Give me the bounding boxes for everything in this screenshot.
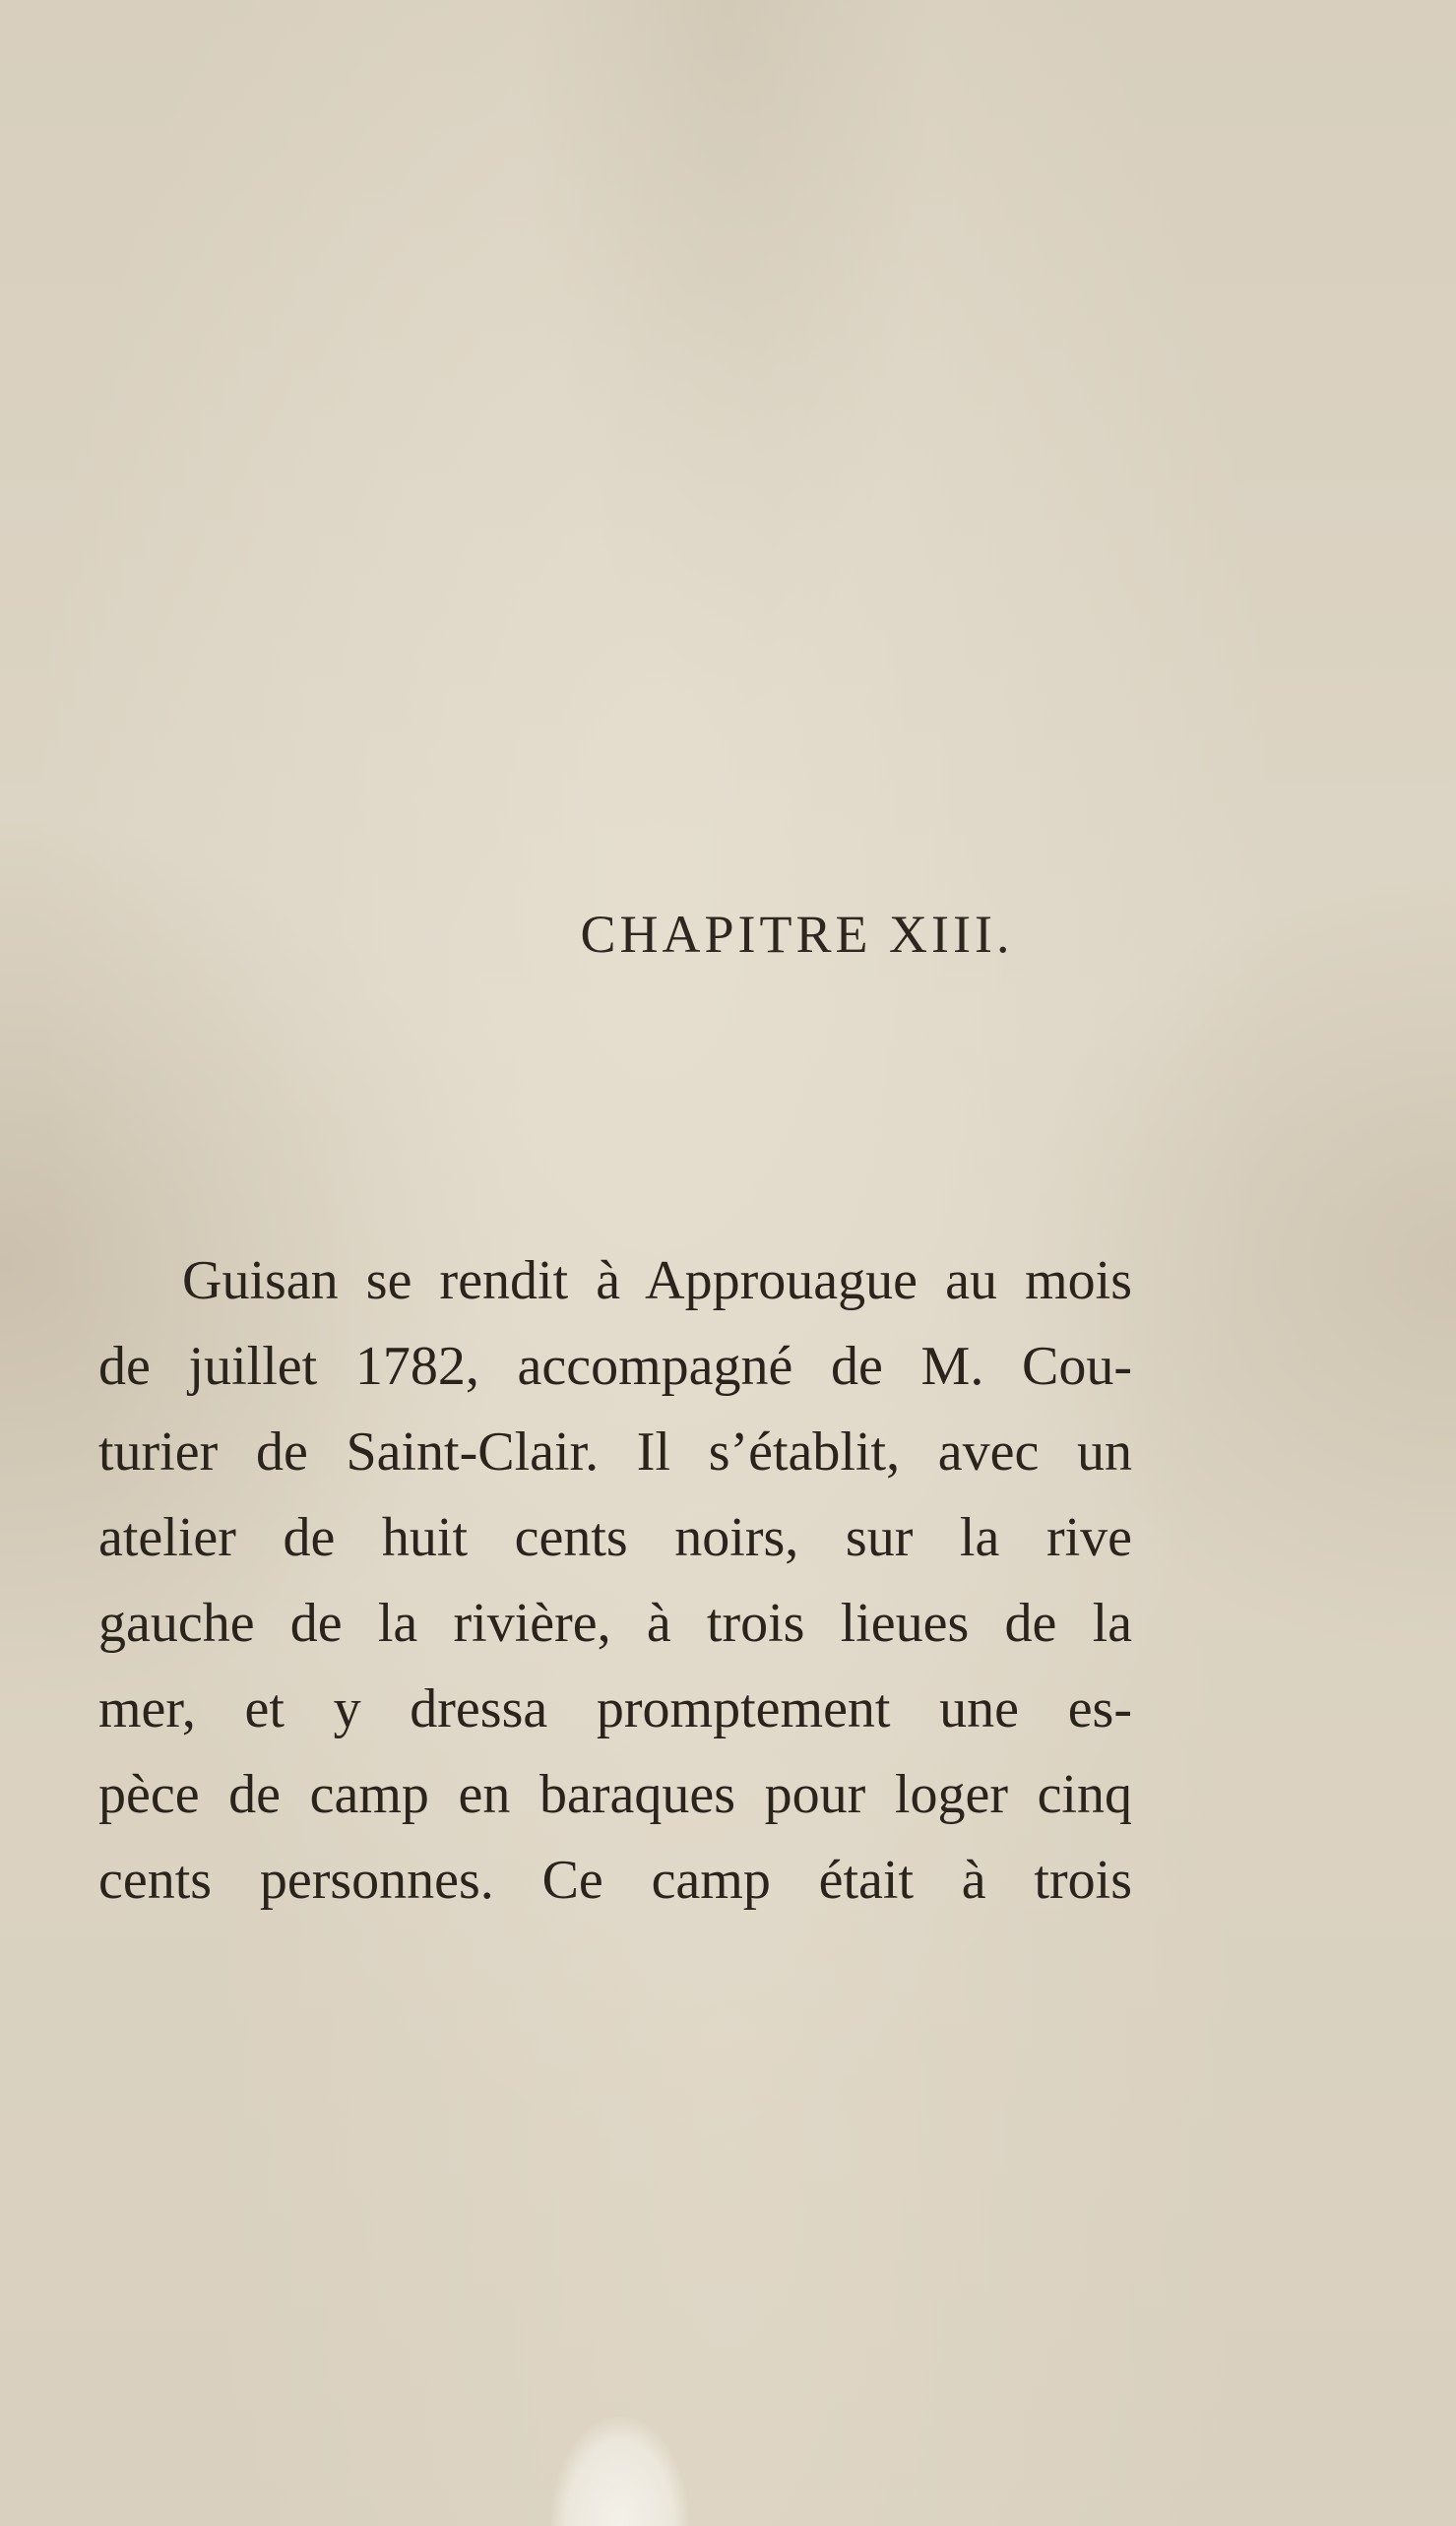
text-line: pèce de camp en baraques pour loger cinq bbox=[98, 1764, 1132, 1825]
paper-tab bbox=[551, 2417, 689, 2526]
text-line: Guisan se rendit à Approuague au mois bbox=[182, 1250, 1132, 1311]
text-line: cents personnes. Ce camp était à trois bbox=[98, 1850, 1132, 1911]
text-line: gauche de la rivière, à trois lieues de la bbox=[98, 1593, 1132, 1654]
text-line: turier de Saint-Clair. Il s’établit, avec un bbox=[98, 1421, 1132, 1483]
text-line: mer, et y dressa promptement une es- bbox=[98, 1678, 1132, 1739]
text-line: de juillet 1782, accompagné de M. Cou- bbox=[98, 1336, 1132, 1397]
body-text bbox=[98, 1238, 1132, 1924]
chapter-heading: CHAPITRE XIII. bbox=[580, 905, 1014, 964]
text-line: atelier de huit cents noirs, sur la rive bbox=[98, 1507, 1132, 1568]
